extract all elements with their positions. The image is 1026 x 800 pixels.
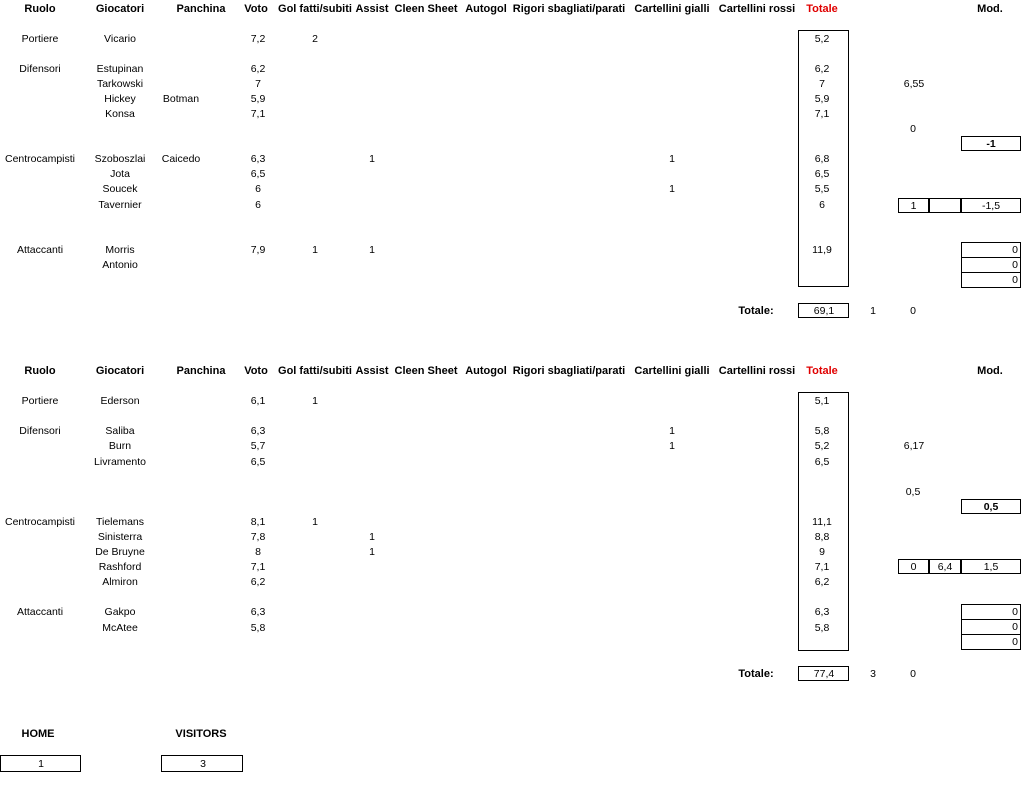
modifier-box: [961, 499, 1021, 514]
player-name: Burn: [108, 440, 132, 452]
header-rigori: Rigori sbagliati/parati: [512, 3, 626, 15]
row-total: 6: [819, 199, 825, 211]
header-rossi: Cartellini rossi: [718, 3, 796, 15]
player-name: Hickey: [104, 93, 136, 105]
vote-cell: 6,3: [250, 153, 266, 165]
attack-box: [961, 242, 1021, 258]
attack-box: [961, 634, 1021, 650]
totale-label: Totale:: [738, 305, 774, 317]
vote-cell: 8: [255, 546, 261, 558]
visitors-score-box: [161, 755, 243, 772]
role-cell: Portiere: [21, 395, 59, 407]
defense-average: 6,55: [903, 78, 925, 90]
vote-cell: 5,7: [250, 440, 266, 452]
attack-box: [961, 619, 1021, 635]
player-name: Tielemans: [95, 516, 145, 528]
player-name: Soucek: [102, 183, 138, 195]
player-name: Antonio: [102, 259, 138, 271]
calc-value: 1: [910, 200, 917, 212]
player-name: Tarkowski: [96, 78, 144, 90]
header-gialli: Cartellini gialli: [634, 365, 710, 377]
row-total: 7,1: [814, 561, 830, 573]
bench-player: Botman: [162, 93, 200, 105]
header-mod: Mod.: [977, 365, 1003, 377]
header-assist: Assist: [355, 3, 389, 15]
calc-value: 1,5: [983, 561, 999, 573]
defense-average: 6,17: [903, 440, 925, 452]
calc-box: [929, 559, 961, 574]
header-voto: Voto: [244, 365, 268, 377]
attack-box-value: 0: [1012, 274, 1018, 286]
row-total: 5,5: [814, 183, 830, 195]
role-cell: Portiere: [21, 33, 59, 45]
yellow-cards-cell: 1: [669, 440, 675, 452]
player-name: Sinisterra: [97, 531, 143, 543]
attack-box-value: 0: [1012, 621, 1018, 633]
role-cell: Attaccanti: [16, 606, 64, 618]
header-ruolo: Ruolo: [24, 365, 56, 377]
vote-cell: 6,3: [250, 425, 266, 437]
player-name: Szoboszlai: [94, 153, 146, 165]
attack-box-value: 0: [1012, 259, 1018, 271]
row-total: 8,8: [814, 531, 830, 543]
row-total: 7,1: [814, 108, 830, 120]
row-total: 11,1: [812, 516, 832, 528]
calc-value: -1,5: [981, 200, 1001, 212]
player-name: Konsa: [105, 108, 135, 120]
player-name: Almiron: [102, 576, 138, 588]
modifier-value: -1: [986, 138, 996, 150]
vote-cell: 7: [255, 78, 261, 90]
assist-cell: 1: [369, 546, 375, 558]
role-cell: Attaccanti: [16, 244, 64, 256]
header-rigori: Rigori sbagliati/parati: [512, 365, 626, 377]
calc-box: [961, 559, 1021, 574]
header-giocatori: Giocatori: [95, 365, 145, 377]
vote-cell: 6,2: [250, 576, 266, 588]
vote-cell: 7,9: [250, 244, 266, 256]
modifier-base: 0,5: [905, 486, 921, 498]
row-total: 6,2: [814, 63, 830, 75]
row-total: 6,5: [814, 456, 830, 468]
goals-cell: 1: [312, 244, 318, 256]
attack-box: [961, 257, 1021, 273]
player-name: Vicario: [104, 33, 136, 45]
vote-cell: 6: [255, 199, 261, 211]
role-cell: Difensori: [19, 63, 61, 75]
row-total: 5,2: [814, 33, 830, 45]
header-panchina: Panchina: [176, 3, 226, 15]
header-autogol: Autogol: [465, 3, 507, 15]
goals-cell: 1: [312, 395, 318, 407]
row-total: 6,8: [814, 153, 830, 165]
team-extra: 0: [910, 668, 916, 680]
attack-box: [961, 604, 1021, 620]
calc-value: 0: [910, 561, 917, 573]
row-total: 6,5: [814, 168, 830, 180]
calc-box: [898, 198, 929, 213]
row-total: 11,9: [812, 244, 832, 256]
row-total: 5,8: [814, 425, 830, 437]
header-gol: Gol fatti/subiti: [278, 3, 352, 15]
home-label: HOME: [21, 728, 55, 740]
team-total-box: [798, 666, 849, 681]
home-score-box: [0, 755, 81, 772]
row-total: 5,9: [814, 93, 830, 105]
header-clean-sheet: Cleen Sheet: [394, 365, 458, 377]
yellow-cards-cell: 1: [669, 153, 675, 165]
header-clean-sheet: Cleen Sheet: [394, 3, 458, 15]
yellow-cards-cell: 1: [669, 183, 675, 195]
player-name: Rashford: [98, 561, 142, 573]
row-total: 5,8: [814, 622, 830, 634]
vote-cell: 7,8: [250, 531, 266, 543]
player-name: De Bruyne: [95, 546, 145, 558]
header-autogol: Autogol: [465, 365, 507, 377]
header-gialli: Cartellini gialli: [634, 3, 710, 15]
totale-label: Totale:: [738, 668, 774, 680]
vote-cell: 7,2: [250, 33, 266, 45]
visitors-label: VISITORS: [175, 728, 227, 740]
header-panchina: Panchina: [176, 365, 226, 377]
home-score: 1: [38, 758, 44, 770]
vote-cell: 8,1: [250, 516, 266, 528]
header-voto: Voto: [244, 3, 268, 15]
row-total: 6,2: [814, 576, 830, 588]
row-total: 7: [819, 78, 825, 90]
calc-box: [898, 559, 929, 574]
player-name: McAtee: [102, 622, 138, 634]
vote-cell: 6,5: [250, 456, 266, 468]
team-total-box: [798, 303, 849, 318]
modifier-box: [961, 136, 1021, 151]
player-name: Jota: [110, 168, 130, 180]
header-rossi: Cartellini rossi: [718, 365, 796, 377]
vote-cell: 5,9: [250, 93, 266, 105]
visitors-score: 3: [200, 758, 206, 770]
player-name: Morris: [105, 244, 135, 256]
team-total: 77,4: [813, 668, 835, 680]
role-cell: Difensori: [19, 425, 61, 437]
vote-cell: 6,2: [250, 63, 266, 75]
header-totale: Totale: [806, 3, 838, 15]
team-total: 69,1: [813, 305, 835, 317]
goals-cell: 2: [312, 33, 318, 45]
vote-cell: 7,1: [250, 561, 266, 573]
player-name: Estupinan: [96, 63, 144, 75]
assist-cell: 1: [369, 531, 375, 543]
player-name: Ederson: [100, 395, 140, 407]
player-name: Tavernier: [98, 199, 142, 211]
role-cell: Centrocampisti: [4, 516, 76, 528]
row-total: 6,3: [814, 606, 830, 618]
calc-box: [961, 198, 1021, 213]
player-name: Livramento: [94, 456, 146, 468]
goals-cell: 1: [312, 516, 318, 528]
vote-cell: 6,5: [250, 168, 266, 180]
calc-box: [929, 198, 961, 213]
role-cell: Centrocampisti: [4, 153, 76, 165]
header-mod: Mod.: [977, 3, 1003, 15]
calc-value: 6,4: [937, 561, 953, 573]
header-totale: Totale: [806, 365, 838, 377]
attack-box-value: 0: [1012, 636, 1018, 648]
header-giocatori: Giocatori: [95, 3, 145, 15]
header-ruolo: Ruolo: [24, 3, 56, 15]
vote-cell: 5,8: [250, 622, 266, 634]
team-goals: 3: [870, 668, 876, 680]
team-goals: 1: [870, 305, 876, 317]
row-total: 9: [819, 546, 825, 558]
header-assist: Assist: [355, 365, 389, 377]
assist-cell: 1: [369, 244, 375, 256]
assist-cell: 1: [369, 153, 375, 165]
bench-player: Caicedo: [161, 153, 201, 165]
row-total: 5,1: [814, 395, 830, 407]
modifier-value: 0,5: [983, 501, 999, 513]
vote-cell: 6,3: [250, 606, 266, 618]
player-name: Saliba: [105, 425, 135, 437]
vote-cell: 6: [255, 183, 261, 195]
modifier-base: 0: [910, 123, 916, 135]
attack-box: [961, 272, 1021, 288]
attack-box-value: 0: [1012, 606, 1018, 618]
header-gol: Gol fatti/subiti: [278, 365, 352, 377]
vote-cell: 6,1: [250, 395, 266, 407]
team-extra: 0: [910, 305, 916, 317]
vote-cell: 7,1: [250, 108, 266, 120]
player-name: Gakpo: [104, 606, 136, 618]
attack-box-value: 0: [1012, 244, 1018, 256]
row-total: 5,2: [814, 440, 830, 452]
yellow-cards-cell: 1: [669, 425, 675, 437]
